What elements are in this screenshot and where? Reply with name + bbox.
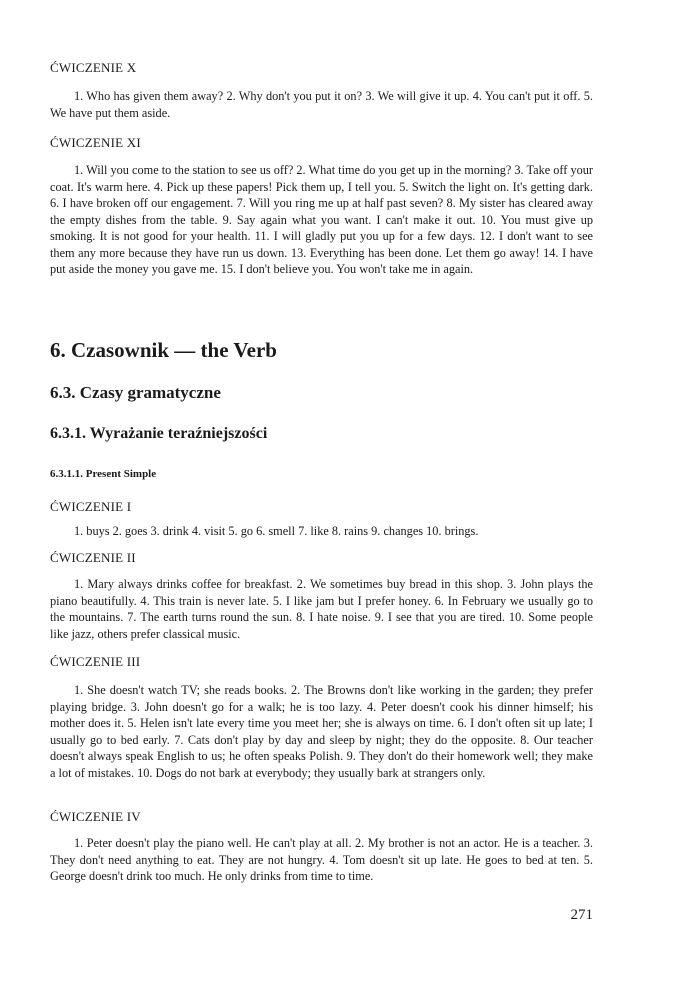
- exercise-iv-text: 1. Peter doesn't play the piano well. He can't play at all. 2. My brother is not an actor. He is a teacher. 3. They don't need anything to eat. They are not hungry. 4. Tom doesn't sit up late. He goes to bed at ten. 5. George doesn't drink too much. He only drinks from time to time.: [50, 836, 593, 883]
- chapter-title: 6. Czasownik — the Verb: [50, 338, 277, 362]
- section-title: 6.3. Czasy gramatyczne: [50, 383, 221, 402]
- exercise-ii-heading: ĆWICZENIE II: [50, 550, 136, 565]
- exercise-i-text: 1. buys 2. goes 3. drink 4. visit 5. go 6. smell 7. like 8. rains 9. changes 10. brings.: [74, 524, 479, 538]
- exercise-x-heading: ĆWICZENIE X: [50, 60, 137, 75]
- exercise-iii-text: 1. She doesn't watch TV; she reads books. 2. The Browns don't like working in the garden; they prefer playing bridge. 3. John doesn't go for a walk; he is too lazy. 4. Peter doesn't cook his dinner himself; his mother does it. 5. Helen isn't late every time you meet her; she is always on time. 6. I don't often sit up late; I usually go to bed early. 7. Cats don't play by day and sleep by night; they do the opposite. 8. Our teacher doesn't always speak English to us; he often speaks Polish. 9. They don't do their homework well; they make a lot of mistakes. 10. Dogs do not bark at everybody; they usually bark at strangers only.: [50, 683, 593, 780]
- exercise-iii-heading: ĆWICZENIE III: [50, 654, 141, 669]
- subsubsection-title: 6.3.1.1. Present Simple: [50, 468, 157, 480]
- exercise-ii-text: 1. Mary always drinks coffee for breakfast. 2. We sometimes buy bread in this shop. 3. John plays the piano beautifully. 4. This train is never late. 5. I like jam but I prefer honey. 6. In February we usually go to the mountains. 7. The earth turns round the sun. 8. I hate noise. 9. I see that you are tired. 10. Some people like jazz, others prefer classical music.: [50, 577, 593, 641]
- exercise-xi-text: 1. Will you come to the station to see us off? 2. What time do you get up in the morning? 3. Take off your coat. It's warm here. 4. Pick up these papers! Pick them up, I tell you. 5. Switch the light on. It's getting dark. 6. I have broken off our engagement. 7. Will you ring me up at half past seven? 8. My sister has cleared away the empty dishes from the table. 9. Say again what you want. I can't make it out. 10. You must give up smoking. It is not good for your health. 11. I will gladly put you up for a few days. 12. I don't want to see them any more because they have run us down. 13. Everything has been done. Let them go away! 14. I have put aside the money you gave me. 15. I don't believe you. You won't take me in again.: [50, 163, 594, 276]
- page-number: 271: [570, 907, 593, 923]
- exercise-i-heading: ĆWICZENIE I: [50, 499, 132, 514]
- subsection-title: 6.3.1. Wyrażanie teraźniejszości: [50, 425, 268, 442]
- exercise-xi-heading: ĆWICZENIE XI: [50, 135, 141, 150]
- exercise-iv-heading: ĆWICZENIE IV: [50, 809, 141, 824]
- exercise-x-text: 1. Who has given them away? 2. Why don't you put it on? 3. We will give it up. 4. You can't put it off. 5. We have put them aside.: [50, 89, 593, 120]
